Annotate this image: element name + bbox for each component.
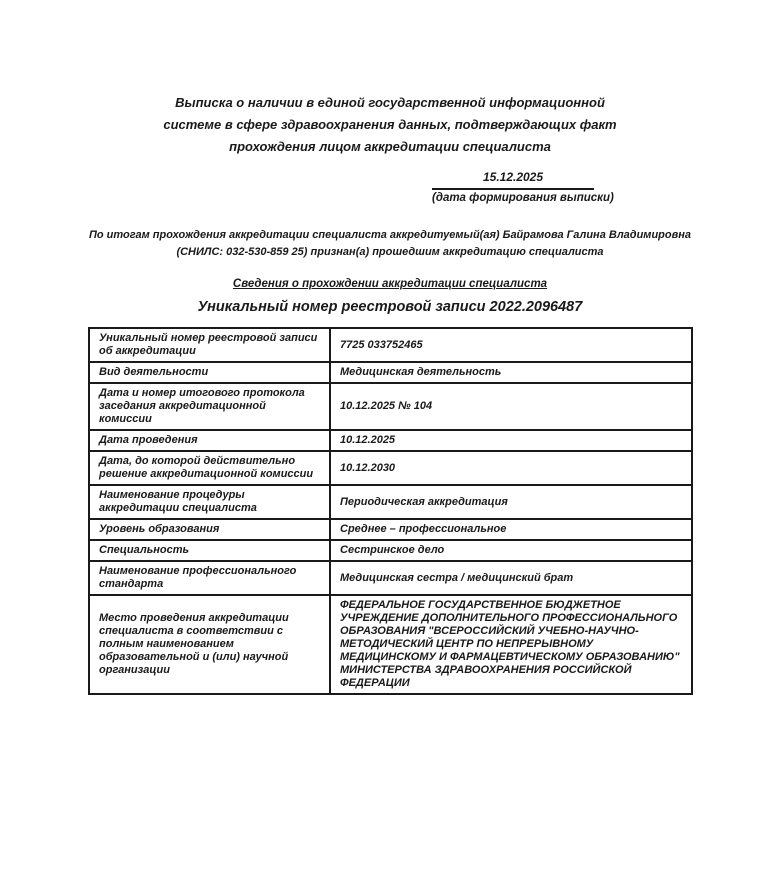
row-value: Среднее – профессиональное — [330, 519, 692, 540]
extract-date-caption: (дата формирования выписки) — [432, 192, 614, 204]
row-label: Дата, до которой действительно решение аккредитационной комиссии — [89, 451, 330, 485]
row-value: 10.12.2030 — [330, 451, 692, 485]
row-label: Вид деятельности — [89, 362, 330, 383]
extract-date: 15.12.2025 — [432, 170, 594, 190]
row-label: Уникальный номер реестровой записи об аккредитации — [89, 328, 330, 362]
table-row — [89, 430, 692, 451]
table-row — [89, 595, 692, 694]
document-title: Выписка о наличии в единой государственной информационной системе в сфере здравоохранения данных, подтверждающих факт прохождения лицом аккредитации специалиста — [163, 95, 617, 154]
row-value: Медицинская деятельность — [330, 362, 692, 383]
row-label: Место проведения аккредитации специалиста в соответствии с полным наименованием образовательной и (или) научной организации — [89, 595, 330, 694]
row-label: Наименование процедуры аккредитации специалиста — [89, 485, 330, 519]
row-label: Дата и номер итогового протокола заседания аккредитационной комиссии — [89, 383, 330, 430]
table-row — [89, 328, 692, 362]
row-value: 10.12.2025 — [330, 430, 692, 451]
accreditation-table-body — [89, 328, 692, 694]
table-row — [89, 362, 692, 383]
row-label: Специальность — [89, 540, 330, 561]
table-row — [89, 451, 692, 485]
row-value: Периодическая аккредитация — [330, 485, 692, 519]
row-label: Уровень образования — [89, 519, 330, 540]
extract-date-block — [432, 170, 614, 205]
table-row — [89, 561, 692, 595]
registry-number-title: Уникальный номер реестровой записи 2022.2096487 — [197, 299, 583, 315]
accreditation-table — [88, 327, 693, 695]
row-value: ФЕДЕРАЛЬНОЕ ГОСУДАРСТВЕННОЕ БЮДЖЕТНОЕ УЧРЕЖДЕНИЕ ДОПОЛНИТЕЛЬНОГО ПРОФЕССИОНАЛЬНОГО ОБРАЗОВАНИЯ "ВСЕРОССИЙСКИЙ УЧЕБНО-НАУЧНО-МЕТОДИЧЕСКИЙ ЦЕНТР ПО НЕПРЕРЫВНОМУ МЕДИЦИНСКОМУ И ФАРМАЦЕВТИЧЕСКОМУ ОБРАЗОВАНИЮ" МИНИСТЕРСТВА ЗДРАВООХРАНЕНИЯ РОССИЙСКОЙ ФЕДЕРАЦИИ — [330, 595, 692, 694]
accreditation-summary-text: По итогам прохождения аккредитации специалиста аккредитуемый(ая) Байрамова Галина Владимировна (СНИЛС: 032-530-859 25) признан(а) прошедшим аккредитацию специалиста — [88, 229, 692, 258]
row-value: 10.12.2025 № 104 — [330, 383, 692, 430]
row-label: Наименование профессионального стандарта — [89, 561, 330, 595]
row-label: Дата проведения — [89, 430, 330, 451]
table-row — [89, 383, 692, 430]
row-value: 7725 033752465 — [330, 328, 692, 362]
table-row — [89, 519, 692, 540]
section-heading: Сведения о прохождении аккредитации специалиста — [232, 278, 548, 290]
table-row — [89, 540, 692, 561]
row-value: Сестринское дело — [330, 540, 692, 561]
table-row — [89, 485, 692, 519]
row-value: Медицинская сестра / медицинский брат — [330, 561, 692, 595]
